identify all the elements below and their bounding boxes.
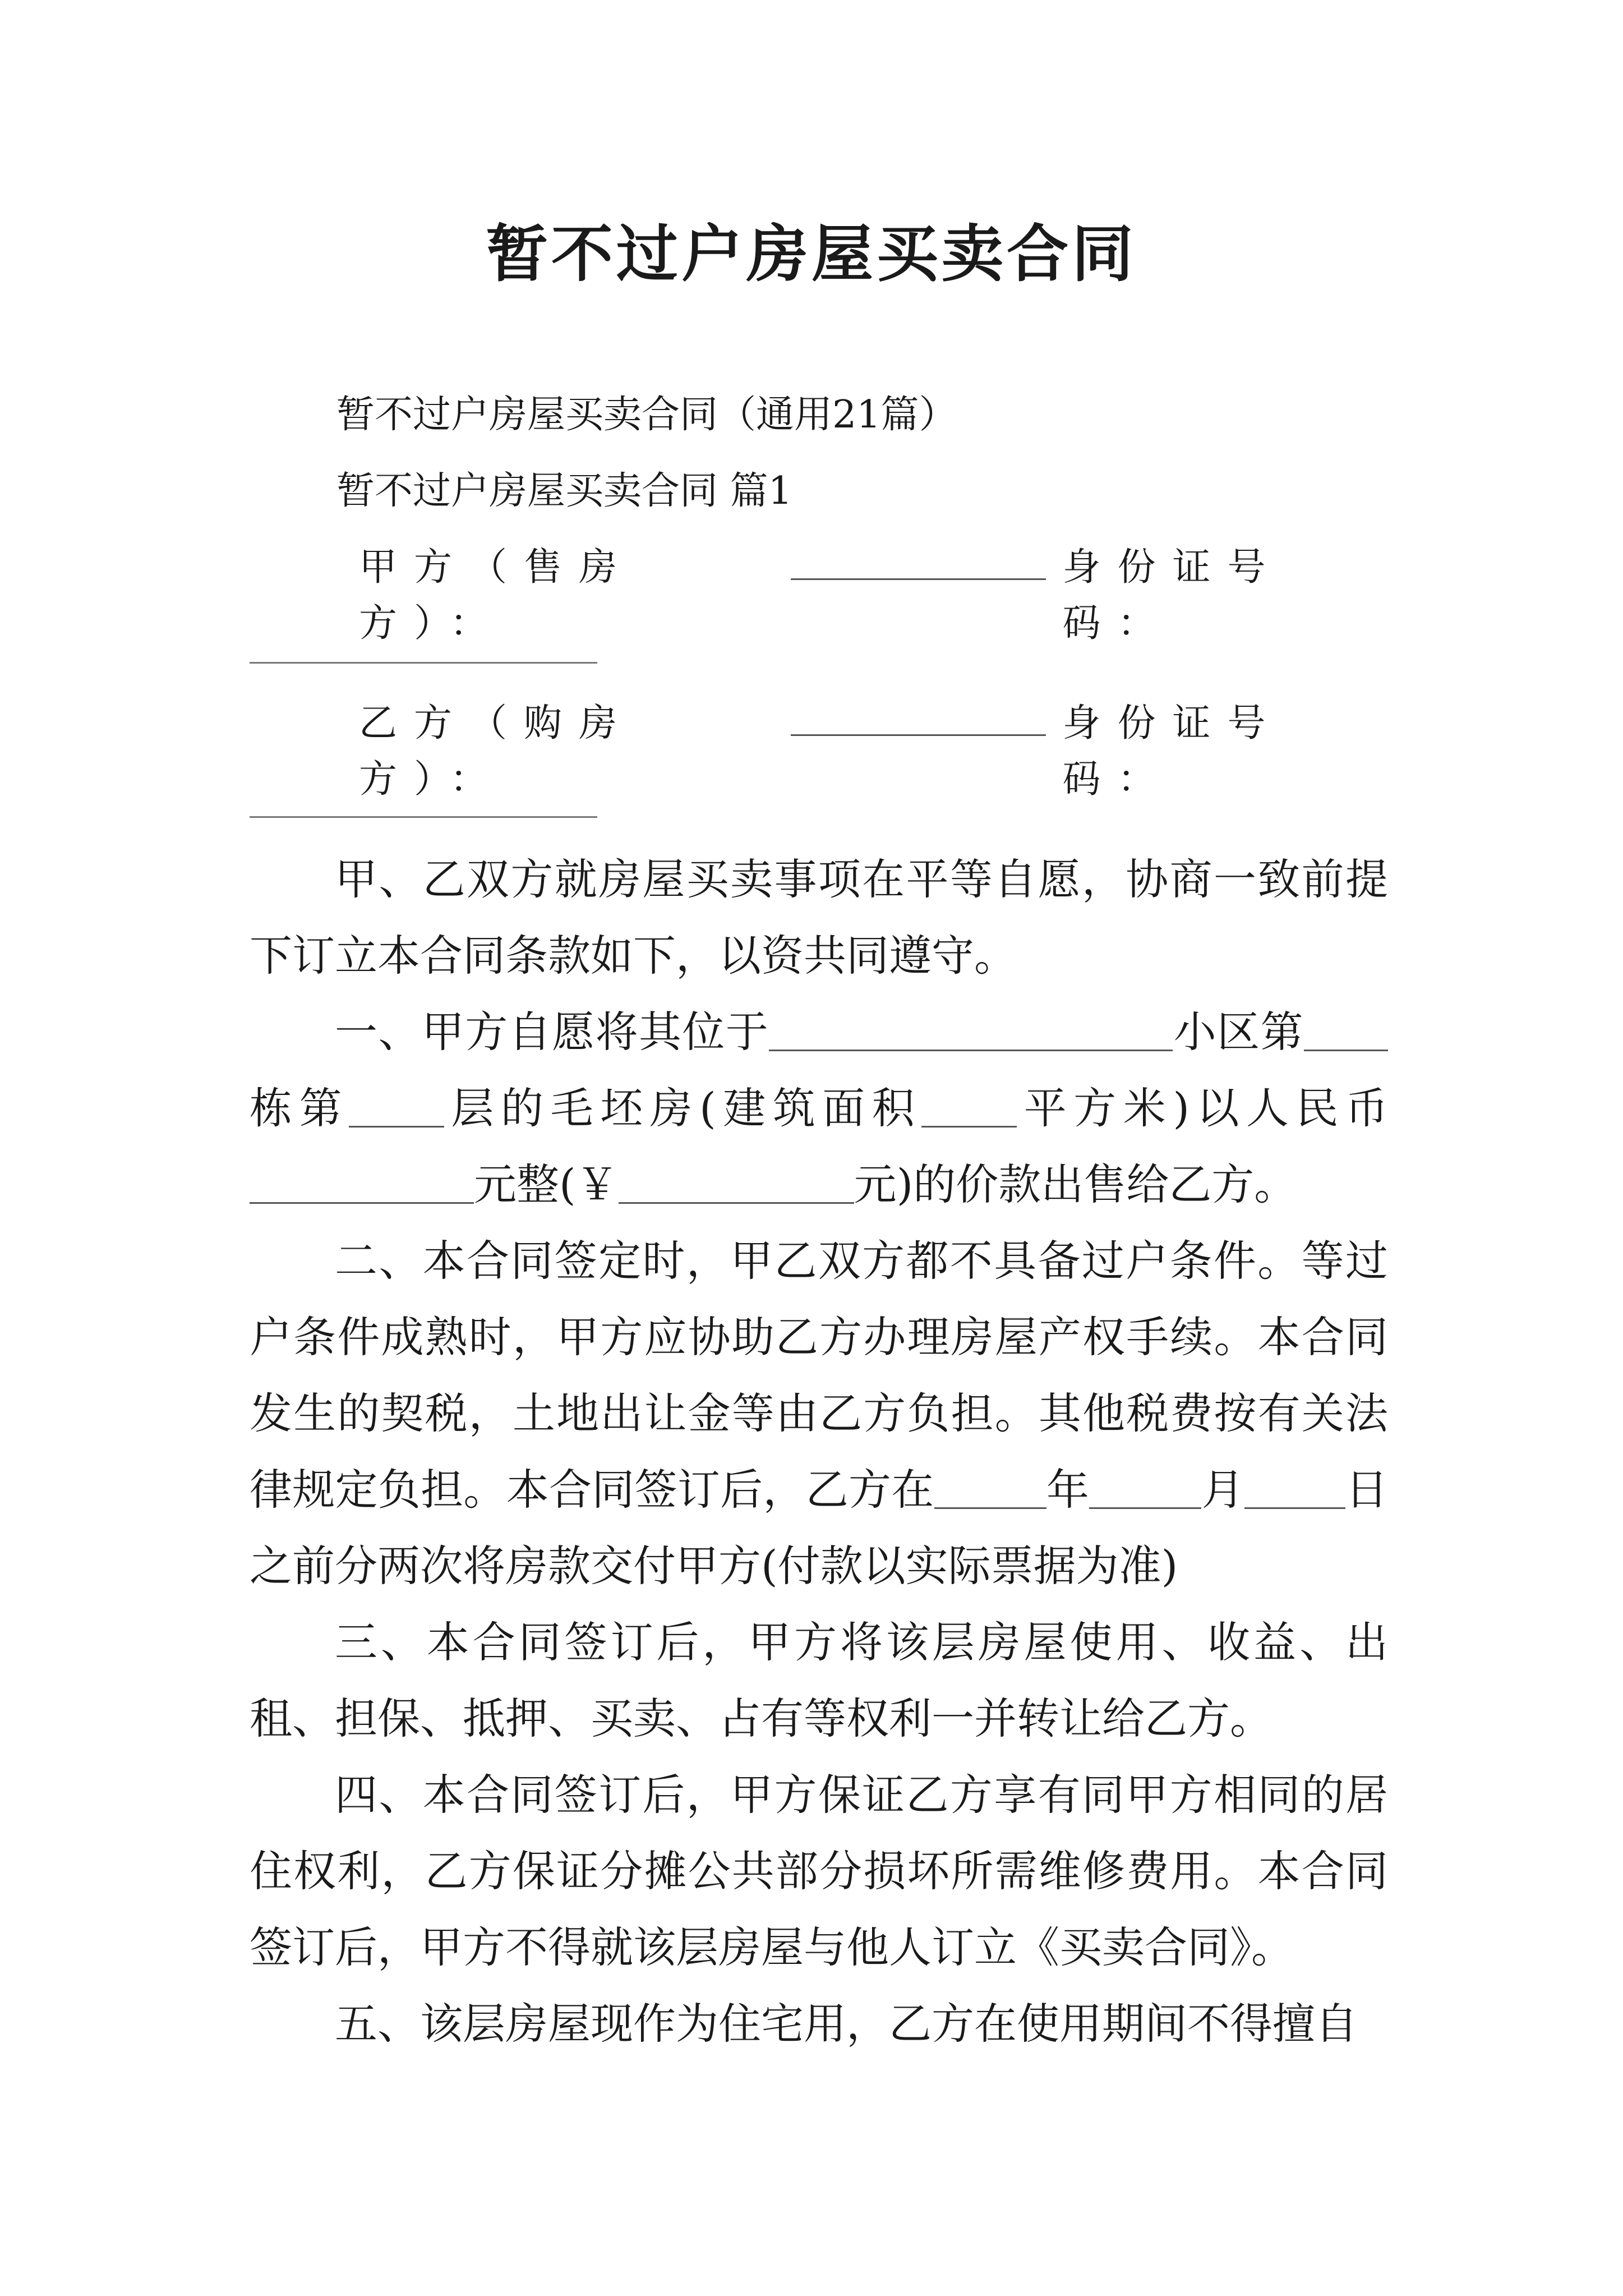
- clause-4: 四、本合同签订后，甲方保证乙方享有同甲方相同的居住权利，乙方保证分摊公共部分损坏所需维修费用。本合同签订后，甲方不得就该层房屋与他人订立《买卖合同》。: [250, 1770, 1388, 1972]
- clause-2-text-b: 年: [1046, 1465, 1090, 1515]
- clause-1-text-d: 层的毛坯房(建筑面积: [444, 1083, 922, 1133]
- floor-blank[interactable]: [349, 1092, 444, 1128]
- building-blank[interactable]: [1304, 1016, 1388, 1051]
- price-number-blank[interactable]: [619, 1168, 854, 1204]
- clause-2-text-d: 日之前分两次将房款交付甲方(付款以实际票据为准): [250, 1465, 1389, 1591]
- clause-5: 五、该层房屋现作为住宅用，乙方在使用期间不得擅自: [335, 1999, 1358, 2049]
- party-b-name-blank[interactable]: [791, 701, 1045, 736]
- clause-2-text-c: 月: [1201, 1465, 1244, 1515]
- clause-3: 三、本合同签订后，甲方将该层房屋使用、收益、出租、担保、抵押、买卖、占有等权利一并转让给乙方。: [250, 1617, 1388, 1743]
- clause-2-text-a: 二、本合同签定时，甲乙双方都不具备过户条件。等过户条件成熟时，甲方应协助乙方办理房屋产权手续。本合同发生的契税，土地出让金等由乙方负担。其他税费按有关法律规定负担。本合同签订后，乙方在: [250, 1236, 1388, 1515]
- clause-2: [250, 1223, 1388, 1604]
- clause-1-text-c: 栋第: [250, 1083, 349, 1133]
- clause-1-text-g: 元)的价款出售给乙方。: [854, 1159, 1297, 1209]
- day-blank[interactable]: [1244, 1474, 1345, 1509]
- clause-1-text-f: 元整(￥: [474, 1159, 619, 1209]
- party-a-id-label: 身份证号码：: [1062, 545, 1283, 646]
- party-b-label: 乙方（购房方）：: [359, 701, 634, 802]
- party-a-row: [359, 540, 1388, 652]
- clause-intro: 甲、乙双方就房屋买卖事项在平等自愿，协商一致前提下订立本合同条款如下，以资共同遵守。: [250, 854, 1388, 981]
- party-a-name-blank[interactable]: [791, 545, 1045, 580]
- party-a-label: 甲方（售房方）：: [359, 545, 634, 646]
- party-b-id-blank[interactable]: [250, 816, 597, 818]
- clause-1-text-a: 一、甲方自愿将其位于: [335, 1007, 769, 1057]
- section-heading: 暂不过户房屋买卖合同 篇1: [336, 469, 792, 513]
- page-title: 暂不过户房屋买卖合同: [486, 218, 1137, 290]
- subtitle: 暂不过户房屋买卖合同（通用21篇）: [336, 393, 957, 437]
- clause-1-text-e: 平方米)以人民币: [1017, 1083, 1389, 1133]
- month-blank[interactable]: [1089, 1474, 1201, 1509]
- price-words-blank[interactable]: [250, 1168, 474, 1204]
- party-b-id-label: 身份证号码：: [1062, 701, 1283, 802]
- contract-body: [250, 841, 1388, 2062]
- clause-1-text-b: 小区第: [1173, 1007, 1304, 1057]
- area-blank[interactable]: [921, 1092, 1017, 1128]
- year-blank[interactable]: [934, 1474, 1046, 1509]
- clause-1: [250, 994, 1388, 1223]
- party-b-row: [359, 696, 1388, 808]
- location-blank[interactable]: [769, 1016, 1173, 1051]
- party-a-id-blank[interactable]: [250, 662, 597, 664]
